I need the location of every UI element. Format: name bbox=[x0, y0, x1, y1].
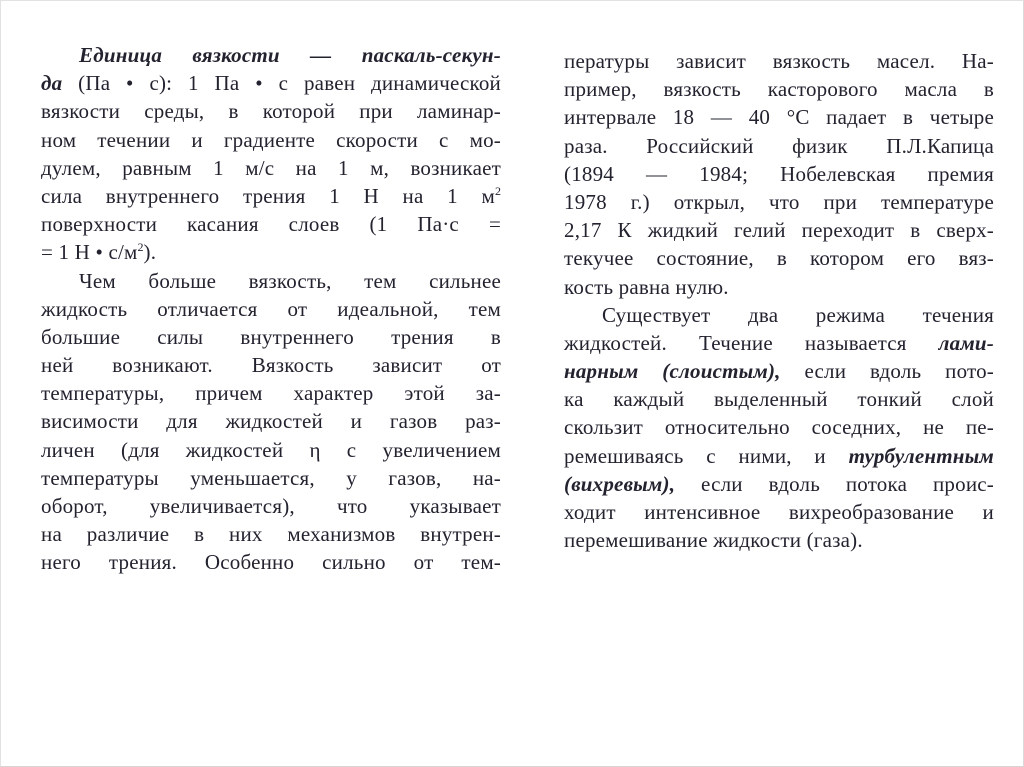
text-column-left bbox=[41, 41, 501, 577]
emphasis-text: да bbox=[41, 71, 63, 96]
text-line bbox=[41, 436, 501, 464]
body-text: личен (для жидкостей η с увеличением bbox=[41, 437, 501, 462]
text-line bbox=[564, 216, 994, 244]
text-line bbox=[41, 267, 501, 295]
body-text: вязкости среды, в которой при ламинар- bbox=[41, 99, 501, 124]
body-text: если вдоль потока проис- bbox=[675, 471, 994, 496]
body-text: жидкостей. Течение называется bbox=[564, 330, 939, 355]
body-text: кость равна нулю. bbox=[564, 274, 729, 299]
body-text: пример, вязкость касторового масла в bbox=[564, 77, 994, 102]
body-text: Существует два режима течения bbox=[602, 302, 994, 327]
body-text: оборот, увеличивается), что указывает bbox=[41, 494, 501, 518]
text-line bbox=[564, 132, 994, 160]
text-line bbox=[41, 379, 501, 407]
text-line bbox=[564, 357, 994, 385]
emphasis-text: турбулентным bbox=[848, 443, 994, 468]
body-text: скользит относительно соседних, не пе- bbox=[564, 415, 994, 440]
superscript-text: 2 bbox=[137, 240, 144, 255]
text-line bbox=[41, 210, 501, 238]
text-line bbox=[564, 273, 994, 301]
emphasis-text: (вихревым), bbox=[564, 471, 676, 496]
body-text: если вдоль пото- bbox=[780, 359, 994, 384]
text-line bbox=[41, 323, 501, 351]
text-line bbox=[564, 301, 994, 329]
text-line bbox=[564, 47, 994, 75]
text-line bbox=[564, 470, 994, 498]
superscript-text: 2 bbox=[495, 183, 501, 198]
text-line bbox=[564, 413, 994, 441]
text-line bbox=[41, 520, 501, 548]
body-text: поверхности касания слоев (1 Па·с = bbox=[41, 212, 501, 237]
text-line bbox=[41, 69, 501, 97]
text-line bbox=[41, 548, 501, 576]
body-text: ном течении и градиенте скорости с мо- bbox=[41, 127, 501, 152]
emphasis-text: Единица вязкости — паскаль-секун- bbox=[79, 43, 501, 67]
body-text: температуры уменьшается, у газов, на- bbox=[41, 465, 501, 490]
body-text: 1978 г.) открыл, что при температуре bbox=[564, 189, 994, 214]
body-text: ремешиваясь с ними, и bbox=[564, 443, 849, 468]
text-line bbox=[564, 244, 994, 272]
body-text: температуры, причем характер этой за- bbox=[41, 381, 501, 406]
body-text: текучее состояние, в котором его вяз- bbox=[564, 246, 994, 271]
body-text: перемешивание жидкости (газа). bbox=[564, 528, 863, 553]
body-text: (1894 — 1984; Нобелевская премия bbox=[564, 161, 994, 186]
body-text: висимости для жидкостей и газов раз- bbox=[41, 409, 501, 434]
text-line bbox=[41, 407, 501, 435]
body-text: него трения. Особенно сильно от тем- bbox=[41, 550, 501, 575]
body-text: = 1 Н • с/м bbox=[41, 240, 138, 265]
text-line bbox=[41, 182, 501, 210]
body-text: (Па • с): 1 Па • с равен динамической bbox=[62, 71, 501, 96]
body-text: ходит интенсивное вихреобразование и bbox=[564, 500, 994, 524]
text-line bbox=[41, 97, 501, 125]
body-text: сила внутреннего трения 1 Н на 1 м bbox=[41, 183, 495, 208]
body-text: дулем, равным 1 м/с на 1 м, возникает bbox=[41, 155, 501, 180]
body-text: ). bbox=[143, 240, 157, 265]
text-line bbox=[564, 385, 994, 413]
body-text: жидкость отличается от идеальной, тем bbox=[41, 296, 501, 321]
text-line bbox=[564, 526, 994, 554]
text-line bbox=[41, 154, 501, 182]
text-column-right bbox=[564, 47, 994, 554]
text-line bbox=[564, 103, 994, 131]
text-line bbox=[564, 188, 994, 216]
text-line bbox=[564, 442, 994, 470]
body-text: ней возникают. Вязкость зависит от bbox=[41, 353, 501, 378]
emphasis-text: лами- bbox=[938, 330, 994, 355]
body-text: 2,17 К жидкий гелий переходит в сверх- bbox=[564, 218, 994, 243]
text-line bbox=[41, 295, 501, 323]
body-text: большие силы внутреннего трения в bbox=[41, 324, 501, 349]
text-line bbox=[41, 464, 501, 492]
body-text: Чем больше вязкость, тем сильнее bbox=[79, 268, 501, 293]
text-line bbox=[41, 126, 501, 154]
text-line bbox=[41, 351, 501, 379]
body-text: пературы зависит вязкость масел. На- bbox=[564, 49, 994, 73]
body-text: раза. Российский физик П.Л.Капица bbox=[564, 133, 994, 158]
text-line bbox=[564, 498, 994, 526]
body-text: интервале 18 — 40 °С падает в четыре bbox=[564, 105, 994, 130]
text-line bbox=[564, 160, 994, 188]
text-line bbox=[564, 329, 994, 357]
text-line bbox=[41, 238, 501, 266]
emphasis-text: нарным (слоистым), bbox=[564, 359, 781, 384]
body-text: ка каждый выделенный тонкий слой bbox=[564, 387, 994, 412]
text-line bbox=[41, 41, 501, 69]
text-line bbox=[41, 492, 501, 520]
text-line bbox=[564, 75, 994, 103]
body-text: на различие в них механизмов внутрен- bbox=[41, 522, 501, 547]
